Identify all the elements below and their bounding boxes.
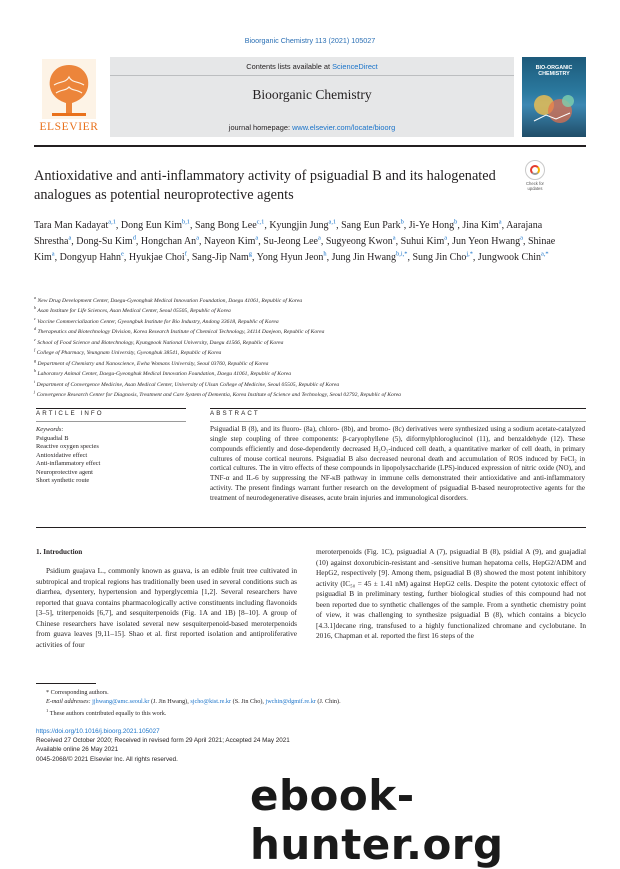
body-column-right: meroterpenoids (Fig. 1C), psiguadial A (7), psiguadial B (8), psidial A (9), and guajadial (10) against doxorubicin-resistant and -sensitive human hepatoma cells, HepG2/ADM and HepG2, respectively [9]. Among them, psiguadial B (8) showed the most potent inhibitory activity (IC₅₀ = 45 ± 1.41 nM) against HepG2 cells. Despite the potent cytotoxic effect of psiguadial B in preliminary testing, further biological studies of this compound had not been reported due to synthetic challenges of the sample. From a synthetic chemistry point of view, it was challenging to synthesize psiguadial B (8), which contains a bicyclo [4.3.1]decane ring, transfused to a highly functionalized chromane and cyclobutane. In 2016, Chapman et al. reported the first 16 steps of the: [316, 547, 586, 641]
author-name[interactable]: Sang Eun Park: [341, 220, 401, 231]
affiliation-item: [34, 317, 586, 327]
author-name[interactable]: Jung Jin Hwang: [331, 251, 397, 263]
journal-homepage-link[interactable]: www.elsevier.com/locate/bioorg: [292, 123, 396, 132]
keywords-block: [36, 426, 186, 486]
author-affiliation-sup[interactable]: b,1: [182, 218, 191, 226]
watermark-text: ebook-hunter.org: [250, 771, 504, 869]
author-affiliation-sup[interactable]: a,1: [108, 218, 116, 226]
affiliation-item: [34, 390, 586, 400]
author-list: Tara Man Kadayat$^{a,1}$, Dong Eun Kim$^{b,1}$, Sang Bong Lee$^{c,1}$, Kyungjin Jung$^{a,1}$, Sang Eun Park$^b$, Ji-Ye Hong$^b$, Jina Kim$^a$, Aarajana Shrestha$^a$, Dong-Su Kim$^d$, Hongchan An$^a$, Nayeon Kim$^a$, Su-Jeong Lee$^a$, Sugyeong Kwon$^a$, Suhui Kim$^a$, Jun Yeon Hwang$^a$, Shinae Kim$^a$, Dongyup Hahn$^e$, Hyukjae Choi$^f$, Sang-Jip Nam$^g$, Yong Hyun Jeon$^h$, Jung Jin Hwang$^{b,i,*}$, Sung Jin Cho$^{j,*}$, Jungwook Chin$^{a,*}$: [34, 218, 556, 263]
author-affiliation-sup[interactable]: c,1: [256, 218, 265, 226]
author-name[interactable]: Sung Jin Cho: [412, 251, 467, 263]
affiliation-item: [34, 369, 586, 379]
journal-cover-image[interactable]: [522, 57, 586, 137]
article-title: Antioxidative and anti-inflammatory activity of psiguadial B and its halogenated analogues as potential neuroprotective agents: [34, 168, 496, 203]
check-updates-icon: [525, 160, 545, 180]
author-affiliation-sup[interactable]: a,1: [328, 218, 337, 226]
author-name[interactable]: Tara Man Kadayat: [34, 220, 109, 231]
email-owner: (J. Jin Hwang),: [149, 698, 191, 706]
author-affiliation-sup[interactable]: a: [520, 234, 523, 242]
cover-title: BIO-ORGANIC CHEMISTRY: [535, 65, 573, 78]
author-affiliation-sup[interactable]: e: [121, 250, 124, 258]
check-for-updates-button[interactable]: [520, 160, 550, 194]
contents-available-line: [110, 62, 514, 76]
affiliation-text: Laboratory Animal Center, Daegu-Gyeongbuk Medical Innovation Foundation, Daegu 41061, Republic of Korea: [36, 371, 292, 378]
author-affiliation-sup[interactable]: a: [392, 234, 396, 242]
available-online-date: Available online 26 May 2021: [36, 746, 119, 754]
author-name[interactable]: Hongchan An: [140, 235, 197, 247]
email-label: E-mail addresses:: [46, 698, 93, 706]
abstract-heading: ABSTRACT: [210, 410, 260, 417]
homepage-prefix: journal homepage:: [228, 123, 293, 132]
article-info-heading: ARTICLE INFO: [36, 410, 104, 417]
author-affiliation-sup[interactable]: f: [184, 250, 187, 258]
keyword-item: Short synthetic route: [36, 477, 90, 484]
keyword-item: Psiguadial B: [36, 434, 69, 442]
section-rule-left: [36, 408, 186, 409]
journal-citation[interactable]: Bioorganic Chemistry 113 (2021) 105027: [244, 36, 376, 45]
journal-info-box: [110, 57, 514, 137]
affiliation-sup: c: [34, 316, 36, 322]
affiliation-sup: j: [34, 389, 36, 395]
email-owner: (S. Jin Cho),: [231, 698, 266, 706]
body-column-left: [36, 566, 297, 650]
introduction-heading: 1. Introduction: [36, 548, 83, 556]
author-affiliation-sup[interactable]: b,i,*: [396, 250, 408, 258]
affiliation-item: [34, 296, 586, 306]
author-name[interactable]: Yong Hyun Jeon: [256, 251, 324, 263]
elsevier-wordmark: ELSEVIER: [39, 121, 99, 133]
section-rule-right: [210, 408, 586, 409]
received-dates: Received 27 October 2020; Received in revised form 29 April 2021; Accepted 24 May 2021: [36, 737, 290, 745]
affiliation-item: [34, 338, 586, 348]
author-name[interactable]: Shinae Kim: [34, 235, 556, 263]
affiliation-sup: g: [34, 357, 37, 363]
author-name[interactable]: Jina Kim: [462, 220, 499, 231]
equal-contribution-note: [36, 706, 586, 718]
author-name[interactable]: Jun Yeon Hwang: [452, 235, 521, 247]
abstract-rule: [210, 421, 586, 422]
affiliation-item: [34, 380, 586, 390]
affiliation-item: [34, 348, 586, 358]
copyright-line: 0045-2068/© 2021 Elsevier Inc. All rights reserved.: [36, 755, 178, 763]
author-name[interactable]: Sugyeong Kwon: [325, 235, 393, 247]
intro-paragraph-left: Psidium guajava L., commonly known as guava, is an edible fruit tree cultivated in subtropical and tropical regions has traditionally been used in several conditions such as diarrhea, dysentery, hypertension and hyperglycemia [1,2]. Several researchers have reported that guava contains pharmacologically active constituents including flavonoids [3–5], triterpenoids [6,7], and sesquiterpenoids (Fig. 1A and 1B) [8–10]. A group of Chinese researchers have isolated several new sesquiterpenoid-based meroterpenoids from guava leaves [9,11–15]. Shao et al. first reported isolation and antiproliferative activities of four: [36, 566, 297, 649]
email-link[interactable]: jwchin@dgmif.re.kr: [265, 698, 316, 706]
author-name[interactable]: Dong-Su Kim: [76, 235, 133, 247]
author-name[interactable]: Hyukjae Choi: [128, 251, 185, 263]
email-link[interactable]: jjhwang@amc.seoul.kr: [92, 698, 150, 706]
author-affiliation-sup[interactable]: a: [498, 218, 502, 226]
author-affiliation-sup[interactable]: a,*: [540, 250, 549, 258]
author-name[interactable]: Sang Bong Lee: [195, 220, 257, 231]
author-name[interactable]: Nayeon Kim: [204, 235, 256, 247]
keyword-item: Reactive oxygen species: [36, 443, 99, 450]
author-name[interactable]: Suhui Kim: [400, 235, 445, 247]
affiliation-sup: h: [34, 368, 37, 374]
author-name[interactable]: Dongyup Hahn: [59, 251, 122, 263]
author-affiliation-sup[interactable]: h: [323, 250, 327, 258]
corresponding-authors-note: * Corresponding authors.: [46, 689, 109, 696]
author-affiliation-sup[interactable]: a: [255, 234, 259, 242]
author-affiliation-sup[interactable]: a: [68, 234, 72, 242]
affiliation-sup: e: [34, 336, 36, 342]
journal-title: Bioorganic Chemistry: [252, 87, 372, 102]
author-name[interactable]: Kyungjin Jung: [269, 220, 329, 231]
author-affiliation-sup[interactable]: a: [317, 234, 321, 242]
affiliation-sup: b: [34, 305, 37, 311]
doi-link[interactable]: https://doi.org/10.1016/j.bioorg.2021.105027: [36, 728, 160, 735]
elsevier-logo[interactable]: [34, 57, 104, 137]
keywords-label: Keywords:: [36, 426, 64, 433]
affiliation-sup: d: [34, 326, 37, 332]
author-name[interactable]: Jungwook Chin: [477, 251, 541, 263]
email-addresses: [36, 697, 586, 706]
publication-info: [36, 727, 586, 764]
journal-masthead: [34, 57, 586, 139]
affiliation-text: College of Pharmacy, Yeungnam University, Gyeongbuk 38541, Republic of Korea: [35, 350, 222, 357]
affiliation-text: New Drug Development Center, Daegu-Gyeongbuk Medical Innovation Foundation, Daegu 41061, Republic of Korea: [36, 298, 303, 304]
sciencedirect-link[interactable]: ScienceDirect: [332, 62, 378, 71]
equal-contribution-sup: 1: [46, 708, 49, 714]
abstract-text: Psiguadial B (8), and its fluoro- (8a), chloro- (8b), and bromo- (8c) derivatives were synthesized using a sodium acetate-catalyzed single step coupling of three components: β-caryophyllene (5), diformylphloroglucinol (11), and benzaldehyde (12). These compounds efficiently and dose-dependently decreased H₂O₂-induced cell death, a quantitative marker of cell death, in primary cultures of mouse cortical neurons. Psiguadial B also decreased neuronal death and accumulation of ROS induced by FeCl₂ in cortical cultures. The in vitro effects of these compounds in lipopolysaccharide (LPS)-induced expression of nitric oxide (NO), and TNF-α and IL-6 by suppressing the NF-κB pathway in immune cells demonstrated their antioxidative and anti-inflammatory activity. The present findings warrant further research on the development of psiguadial B-based neuroprotective agents for the treatment of neurodegenerative diseases, acute brain injuries and immunological disorders.: [210, 425, 585, 502]
keyword-item: Antioxidative effect: [36, 451, 88, 459]
equal-contribution-text: These authors contributed equally to this work.: [49, 710, 167, 718]
author-affiliation-sup[interactable]: g: [248, 250, 252, 258]
article-info-rule: [36, 421, 186, 422]
author-affiliation-sup[interactable]: d: [132, 234, 136, 242]
affiliation-text: School of Food Science and Biotechnology, Kyungpook National University, Daegu 41566, Republic of Korea: [35, 339, 284, 346]
author-name[interactable]: Ji-Ye Hong: [408, 220, 455, 231]
affiliation-item: [34, 306, 586, 316]
author-affiliation-sup[interactable]: a: [444, 234, 448, 242]
keyword-item: Anti-inflammatory effect: [36, 460, 101, 467]
affiliation-text: Department of Chemistry and Nanoscience, Ewha Womans University, Seoul 03760, Republic of Korea: [36, 360, 269, 367]
contents-prefix: Contents lists available at: [246, 62, 333, 71]
footnote-rule: [36, 683, 96, 684]
journal-homepage-line: [110, 123, 514, 132]
email-link[interactable]: sjcho@kist.re.kr: [190, 698, 232, 706]
cover-art-icon: [530, 91, 578, 127]
affiliation-sup: f: [34, 347, 36, 353]
affiliation-text: Department of Convergence Medicine, Asan Medical Center, University of Ulsan College of Medicine, Seoul 05505, Republic of Korea: [35, 381, 340, 388]
affiliation-sup: a: [34, 295, 37, 301]
affiliation-item: [34, 327, 586, 337]
email-owner: (J. Chin).: [315, 698, 341, 706]
author-name[interactable]: Dong Eun Kim: [120, 220, 183, 231]
check-updates-label: Check for updates: [526, 181, 544, 191]
affiliation-list: [34, 296, 586, 401]
author-name[interactable]: Su-Jeong Lee: [263, 235, 318, 247]
author-affiliation-sup[interactable]: b: [454, 218, 458, 226]
abstract-end-rule: [36, 527, 586, 528]
affiliation-text: Asan Institute for Life Sciences, Asan Medical Center, Seoul 05505, Republic of Korea: [36, 308, 231, 315]
author-affiliation-sup[interactable]: j,*: [466, 250, 473, 258]
affiliation-item: [34, 359, 586, 369]
affiliation-text: Convergence Research Center for Diagnosis, Treatment and Care System of Dementia, Korea Institute of Science and Technology, Seoul 02792, Republic of Korea: [35, 392, 401, 399]
elsevier-tree-icon: [42, 59, 96, 119]
author-affiliation-sup[interactable]: a: [51, 250, 55, 258]
affiliation-text: Therapeutics and Biotechnology Division, Korea Research Institute of Chemical Technology, 34114 Daejeon, Republic of Korea: [36, 329, 325, 336]
author-name[interactable]: Aarajana Shrestha: [34, 220, 543, 247]
footnotes: [36, 688, 586, 719]
affiliation-text: Vaccine Commercialization Center, Gyeongbuk Institute for Bio Industry, Andong 33618, Republic of Korea: [35, 318, 279, 325]
header-rule: [34, 145, 586, 147]
author-name[interactable]: Sang-Jip Nam: [191, 251, 249, 263]
affiliation-sup: i: [34, 378, 36, 384]
author-affiliation-sup[interactable]: a: [196, 234, 200, 242]
keyword-item: Neuroprotective agent: [36, 468, 93, 476]
author-affiliation-sup[interactable]: b: [400, 218, 404, 226]
